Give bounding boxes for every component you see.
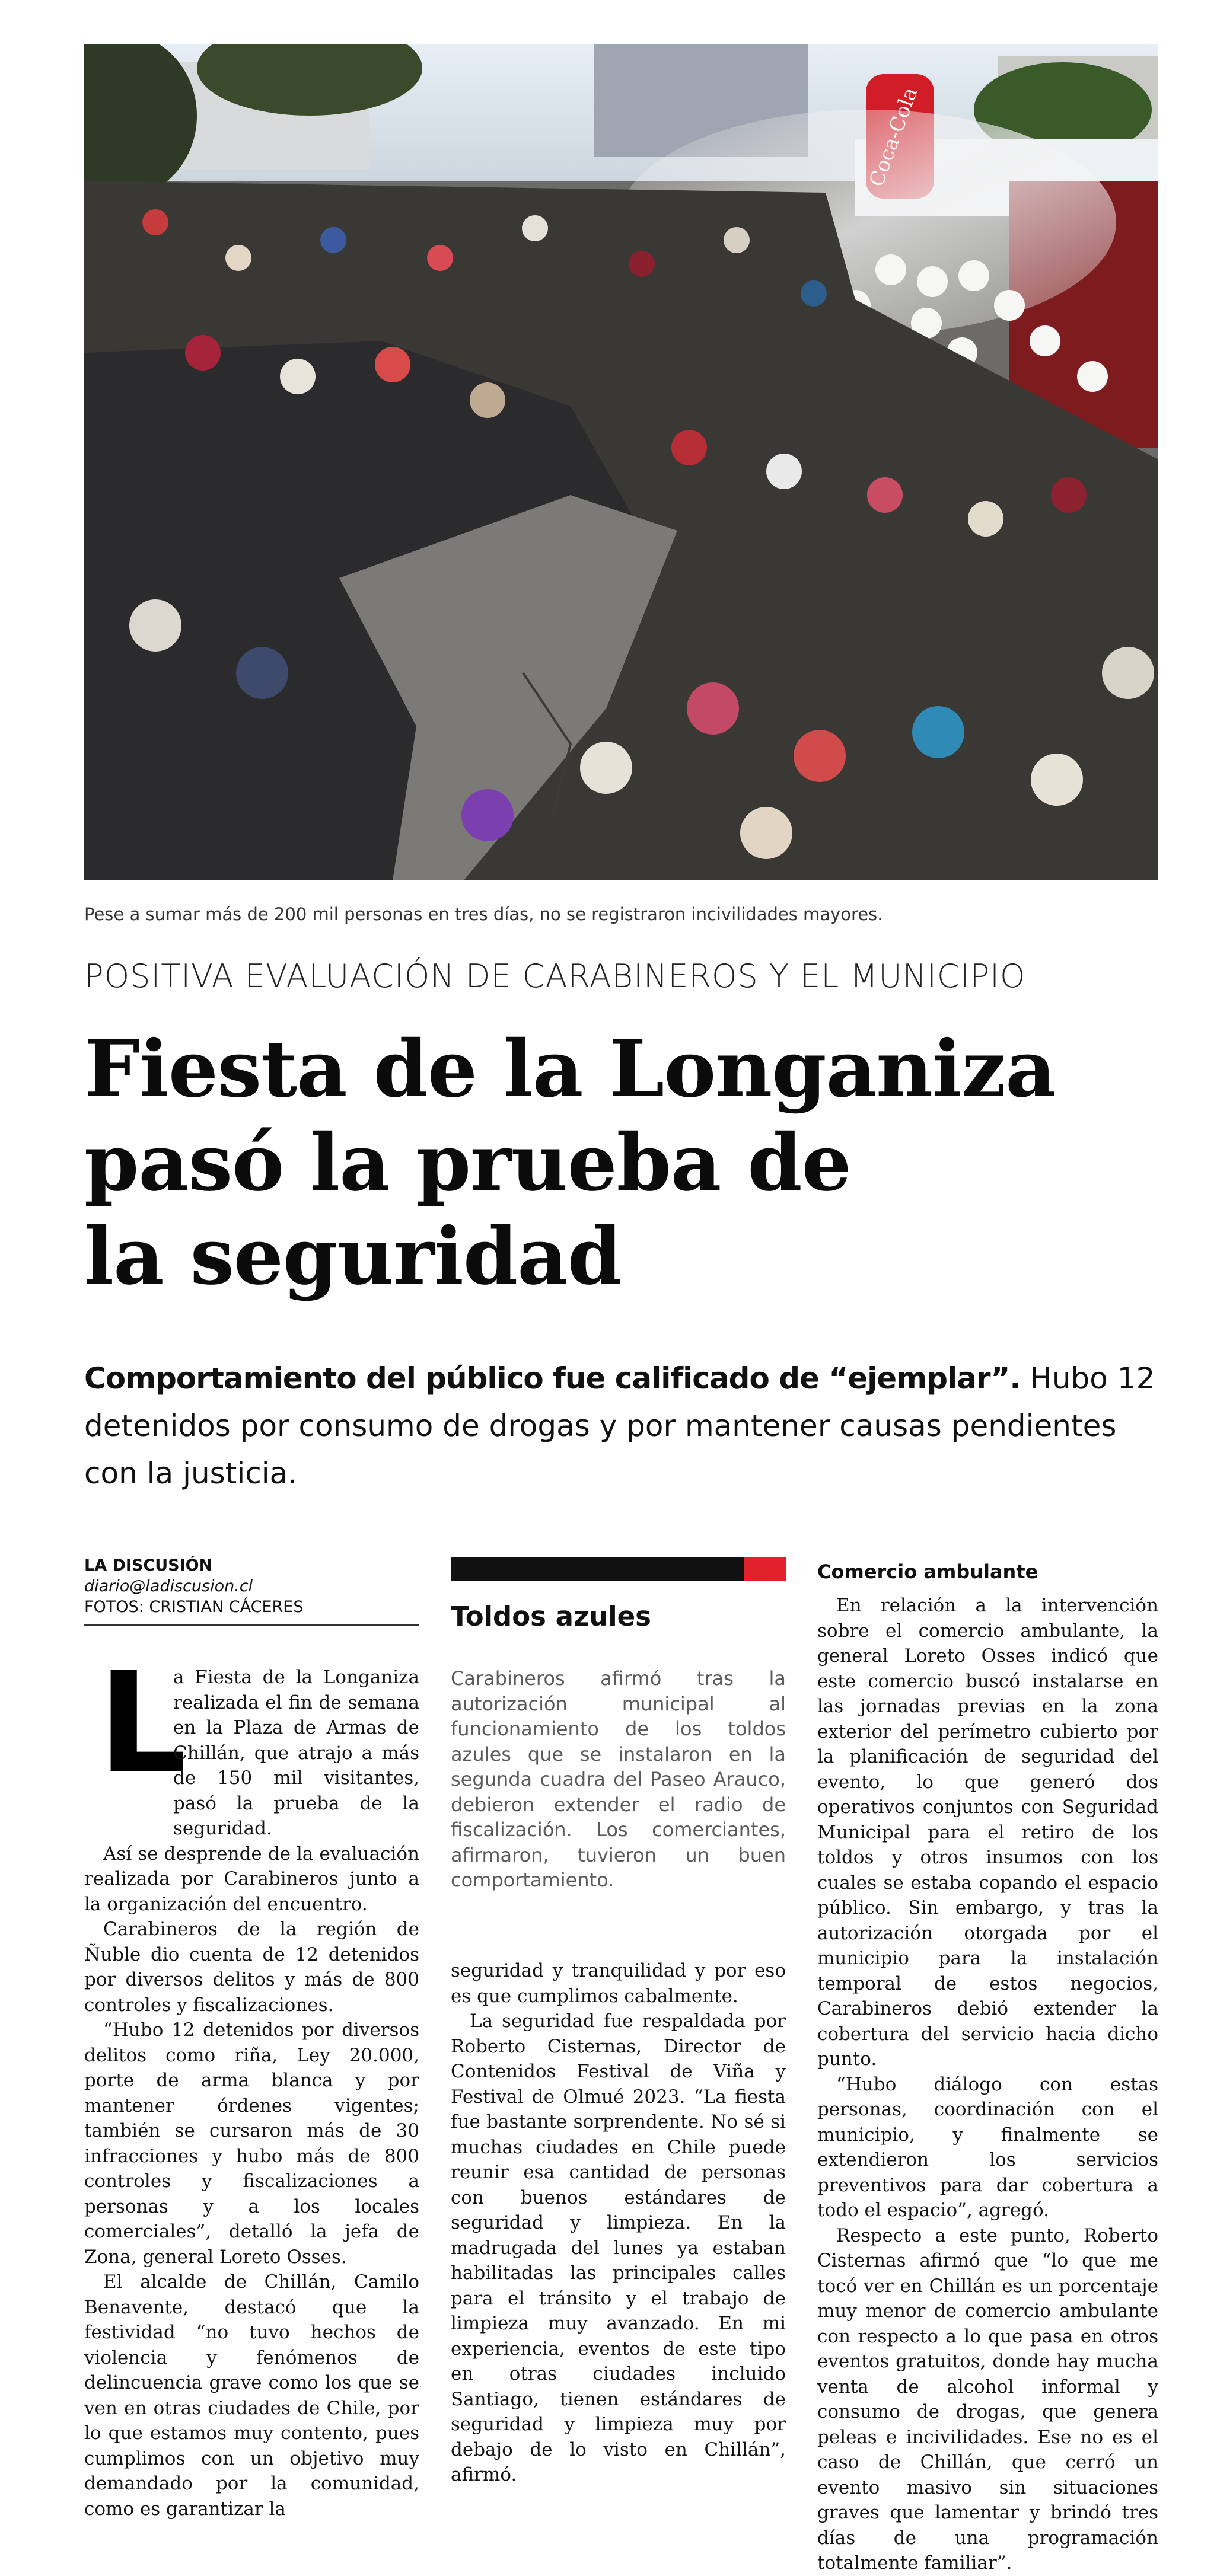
pull-quote: Carabineros afirmó tras la autorización municipal al funcionamiento de los toldos azules que se instalaron en la segunda cuadra del Paseo Arauco, debieron extender el radio de fiscalización. Los comerciantes, afirmaron, tuvieron un buen comportamiento. (451, 1667, 786, 1891)
subhead-comercio: Comercio ambulante (817, 1560, 1038, 1583)
headline-line-2: pasó la prueba de (84, 1117, 851, 1209)
col1-para-1-a (173, 1665, 419, 1841)
col1-para-2: Así se desprende de la evaluación realizada por Carabineros junto a la organización del encuentro. (84, 1843, 419, 1915)
col1-para-1-text: a Fiesta de la Longaniza realizada el fin de semana en la Plaza de Armas de Chillán, que atrajo a más de 150 mil visitantes, pasó la prueba de la seguridad. (173, 1667, 419, 1839)
byline-photos: FOTOS: CRISTIAN CÁCERES (84, 1598, 304, 1616)
column-2 (451, 1958, 786, 2488)
headline-line-3: la seguridad (84, 1211, 622, 1303)
headline (84, 1023, 1187, 1304)
col2-para-2: La seguridad fue respaldada por Roberto Cisternas, Director de Contenidos Festival de Viña y Festival de Olmué 2023. “La fiesta fue bastante sorprendente. No sé si muchas ciudades en Chile puede reunir esa cantidad de personas con buenos estándares de seguridad y limpieza. En la madrugada del lunes ya estaban habilitadas las principales calles para el tránsito y el trabajo de limpieza muy avanzado. En mi experiencia, eventos de este tipo en otras ciudades incluido Santiago, tienen estándares de seguridad y limpieza muy por debajo de lo visto en Chillán”, afirmó. (451, 2010, 786, 2485)
section-rule (451, 1557, 786, 1581)
col1-para-5: El alcalde de Chillán, Camilo Benavente, destacó que la festividad “no tuvo hechos de violencia y fenómenos de delincuencia grave como los que se ven en otras ciudades de Chile, por lo que estamos muy contento, pues cumplimos con un objetivo muy demandado por la comunidad, como es garantizar la (84, 2271, 419, 2520)
col1-para-3: Carabineros de la región de Ñuble dio cuenta de 12 detenidos por diversos delitos y más de 800 controles y fiscalizaciones. (84, 1919, 419, 2016)
drop-cap-letter: L (98, 1643, 187, 1805)
deck-rest: Hubo 12 detenidos por consumo de drogas y por mantener causas pendientes con la justicia. (84, 1361, 1155, 1490)
crowd-photo (84, 44, 1158, 880)
headline-line-1: Fiesta de la Longaniza (84, 1023, 1056, 1115)
photo-caption: Pese a sumar más de 200 mil personas en tres días, no se registraron incivilidades mayores. (84, 904, 883, 924)
byline-outlet: LA DISCUSIÓN (84, 1556, 213, 1575)
col3-para-2: “Hubo diálogo con estas personas, coordinación con el municipio, y finalmente se extendieron los servicios preventivos para dar cobertura a todo el espacio”, agregó. (817, 2073, 1158, 2221)
column-1 (84, 1643, 419, 2521)
column-3 (817, 1593, 1158, 2576)
byline (84, 1555, 419, 1626)
col3-para-3: Respecto a este punto, Roberto Cisternas afirmó que “lo que me tocó ver en Chillán es un porcentaje muy menor de comercio ambulante con respecto a lo que pasa en otros eventos gratuitos, donde hay mucha venta de alcohol informal y consumo de drogas, que genera peleas e incivilidades. Ese no es el caso de Chillán, que cerró un evento masivo sin situaciones graves que lamentar y brindó tres días de una programación totalmente familiar”. (817, 2224, 1158, 2574)
crowd-photo-illustration (84, 44, 1158, 880)
col1-para-4: “Hubo 12 detenidos por diversos delitos como riña, Ley 20.000, porte de arma blanca y por mantener órdenes vigentes; también se cursaron más de 30 infracciones y hubo más de 800 controles y fiscalizaciones a personas y a los locales comerciales”, detalló la jefa de Zona, general Loreto Osses. (84, 2019, 419, 2268)
kicker: POSITIVA EVALUACIÓN DE CARABINEROS Y EL MUNICIPIO (84, 957, 1026, 995)
deck-bold: Comportamiento del público fue calificado de “ejemplar”. (84, 1361, 1021, 1396)
byline-email: diario@ladiscusion.cl (84, 1577, 253, 1595)
col3-para-1: En relación a la intervención sobre el comercio ambulante, la general Loreto Osses indicó que este comercio buscó instalarse en las jornadas previas en la zona exterior del perímetro cubierto por la planificación de seguridad del evento, lo que generó dos operativos conjuntos con Seguridad Municipal para el retiro de los toldos y otros insumos con los cuales se estaba copando el espacio público. Sin embargo, y tras la autorización otorgada por el municipio para la instalación temporal de estos negocios, Carabineros debió extender la cobertura del servicio hacia dicho punto. (817, 1595, 1158, 2070)
col2-para-1: seguridad y tranquilidad y por eso es que cumplimos cabalmente. (451, 1960, 786, 2007)
section-rule-accent (744, 1557, 786, 1581)
deck (84, 1355, 1170, 1497)
subhead-toldos: Toldos azules (451, 1601, 651, 1632)
